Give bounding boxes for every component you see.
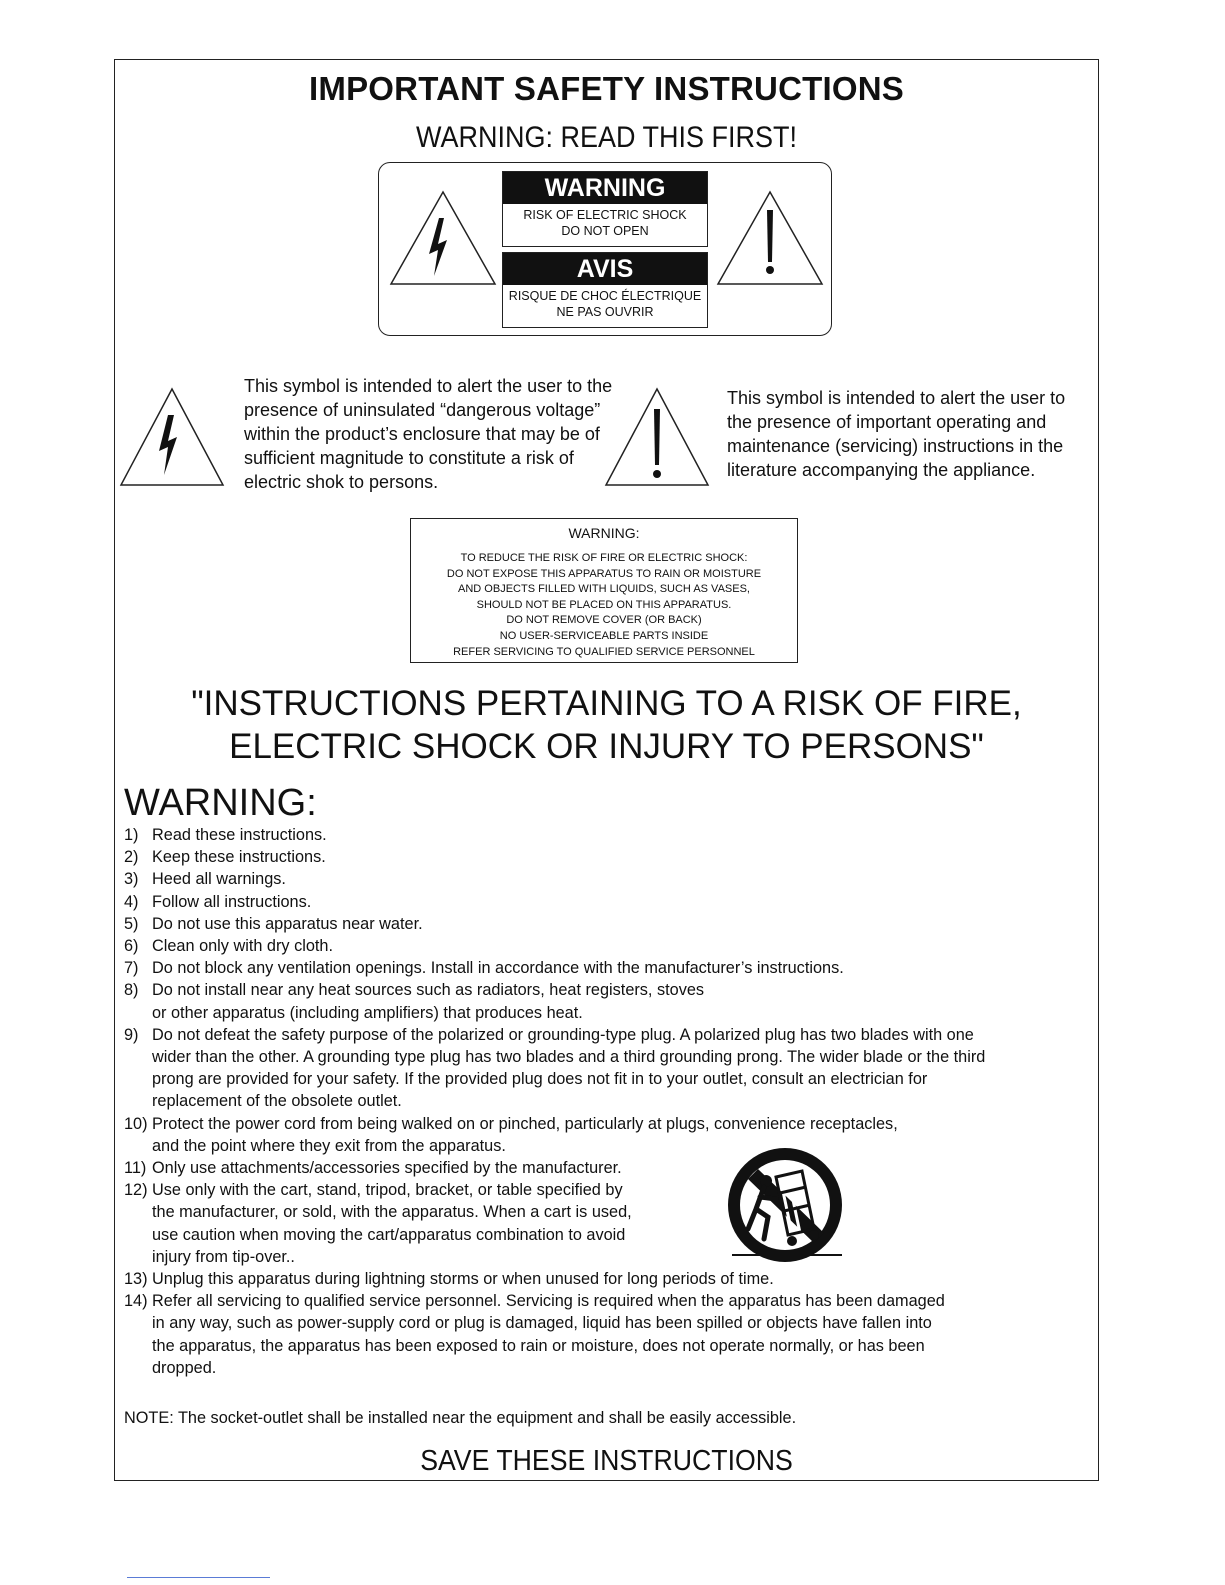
list-item bbox=[124, 913, 1099, 935]
warning-box-line: TO REDUCE THE RISK OF FIRE OR ELECTRIC SHOCK: bbox=[460, 552, 748, 564]
warning-plate-line: RISK OF ELECTRIC SHOCK bbox=[523, 208, 687, 222]
avis-plate-head: AVIS bbox=[503, 253, 707, 285]
list-item bbox=[124, 935, 1099, 957]
item-line: Protect the power cord from being walked on or pinched, particularly at plugs, convenience receptacles, bbox=[152, 1114, 898, 1133]
item-text bbox=[152, 979, 1099, 1023]
item-text bbox=[152, 891, 1099, 913]
item-number: 12) bbox=[124, 1181, 148, 1200]
item-line: Keep these instructions. bbox=[152, 848, 326, 867]
exclamation-triangle-icon bbox=[604, 387, 710, 487]
warning-plate-line: DO NOT OPEN bbox=[561, 224, 649, 238]
item-number: 6) bbox=[124, 937, 139, 956]
item-number: 11) bbox=[124, 1159, 147, 1178]
item-number: 10) bbox=[124, 1114, 148, 1133]
risk-heading-line-2: ELECTRIC SHOCK OR INJURY TO PERSONS" bbox=[229, 727, 984, 766]
item-number: 8) bbox=[124, 981, 139, 1000]
item-line: Follow all instructions. bbox=[152, 892, 312, 911]
voltage-text-line: sufficient magnitude to constitute a risk of bbox=[244, 448, 574, 468]
lightning-triangle-icon bbox=[389, 190, 497, 286]
list-item bbox=[124, 1290, 1099, 1379]
avis-plate-line: RISQUE DE CHOC ÉLECTRIQUE bbox=[508, 289, 702, 303]
voltage-text-line: This symbol is intended to alert the user to the bbox=[244, 376, 613, 396]
item-line: Unplug this apparatus during lightning storms or when unused for long periods of time. bbox=[152, 1270, 774, 1289]
item-line: Do not defeat the safety purpose of the polarized or grounding-type plug. A polarized plug has two blades with one bbox=[152, 1025, 974, 1044]
cart-tipover-icon bbox=[726, 1147, 848, 1269]
instructions-list bbox=[124, 824, 1099, 1379]
voltage-symbol-text bbox=[244, 374, 614, 494]
item-line: Use only with the cart, stand, tripod, bracket, or table specified by bbox=[152, 1181, 623, 1200]
warning-box-title: WARNING: bbox=[568, 525, 640, 541]
lightning-triangle-icon bbox=[119, 387, 225, 487]
item-text bbox=[152, 935, 1099, 957]
exclamation-triangle-icon bbox=[716, 190, 824, 286]
warning-box-line: REFER SERVICING TO QUALIFIED SERVICE PERSONNEL bbox=[453, 645, 755, 658]
avis-plate-body bbox=[503, 285, 707, 327]
list-item bbox=[124, 891, 1099, 913]
warning-box-line: DO NOT REMOVE COVER (OR BACK) bbox=[506, 614, 702, 627]
item-line: in any way, such as power-supply cord or plug is damaged, liquid has been spilled or objects have fallen into bbox=[152, 1314, 932, 1333]
list-item bbox=[124, 846, 1099, 868]
item-text bbox=[152, 957, 1099, 979]
item-number: 13) bbox=[124, 1270, 148, 1289]
item-text bbox=[152, 913, 1099, 935]
attention-text-line: This symbol is intended to alert the user to bbox=[727, 388, 1066, 408]
list-item bbox=[124, 1157, 1099, 1179]
item-line: Do not use this apparatus near water. bbox=[152, 914, 423, 933]
warning-plate-head: WARNING bbox=[503, 172, 707, 204]
voltage-text-line: electric shok to persons. bbox=[244, 472, 439, 492]
item-line: Do not block any ventilation openings. Install in accordance with the manufacturer’s instructions. bbox=[152, 959, 844, 978]
warning-box-line: DO NOT EXPOSE THIS APPARATUS TO RAIN OR MOISTURE bbox=[446, 567, 762, 580]
list-item bbox=[124, 824, 1099, 846]
note-text: NOTE: The socket-outlet shall be installed near the equipment and shall be easily accessible. bbox=[124, 1409, 797, 1427]
item-line: Read these instructions. bbox=[152, 826, 327, 844]
list-item bbox=[124, 979, 1099, 1023]
item-line: Do not install near any heat sources such as radiators, heat registers, stoves bbox=[152, 981, 705, 1000]
item-line: or other apparatus (including amplifiers) that produces heat. bbox=[152, 1003, 583, 1022]
list-item bbox=[124, 1179, 1099, 1268]
warning-plate bbox=[502, 171, 708, 247]
item-text bbox=[152, 1290, 1099, 1379]
warning-box bbox=[410, 518, 798, 663]
list-item bbox=[124, 1113, 1099, 1157]
item-number: 1) bbox=[124, 826, 139, 844]
page-title: IMPORTANT SAFETY INSTRUCTIONS bbox=[309, 70, 904, 107]
page-edge-mark bbox=[127, 1577, 270, 1578]
avis-plate-line: NE PAS OUVRIR bbox=[556, 305, 654, 319]
item-line: wider than the other. A grounding type plug has two blades and a third grounding prong. The wider blade or the third bbox=[152, 1048, 986, 1067]
item-line: the apparatus, the apparatus has been exposed to rain or moisture, does not operate normally, or has been bbox=[152, 1336, 925, 1355]
warning-box-line: NO USER-SERVICEABLE PARTS INSIDE bbox=[499, 629, 709, 642]
item-number: 5) bbox=[124, 914, 139, 933]
item-number: 2) bbox=[124, 848, 139, 867]
item-line: Heed all warnings. bbox=[152, 870, 286, 889]
save-instructions-footer: SAVE THESE INSTRUCTIONS bbox=[420, 1445, 793, 1477]
page-subtitle: WARNING: READ THIS FIRST! bbox=[415, 121, 798, 154]
list-item bbox=[124, 1024, 1099, 1113]
item-line: injury from tip-over.. bbox=[152, 1247, 295, 1266]
attention-symbol-text bbox=[727, 386, 1097, 482]
item-text bbox=[152, 1113, 1099, 1157]
item-text bbox=[152, 1024, 1099, 1113]
voltage-text-line: within the product’s enclosure that may be of bbox=[244, 424, 600, 444]
item-line: the manufacturer, or sold, with the apparatus. When a cart is used, bbox=[152, 1203, 632, 1222]
attention-text-line: the presence of important operating and bbox=[727, 412, 1047, 432]
item-number: 14) bbox=[124, 1292, 148, 1311]
item-number: 3) bbox=[124, 870, 139, 889]
item-line: and the point where they exit from the apparatus. bbox=[152, 1136, 506, 1155]
item-number: 4) bbox=[124, 892, 139, 911]
attention-text-line: literature accompanying the appliance. bbox=[727, 460, 1036, 480]
item-text bbox=[152, 1179, 1099, 1268]
item-line: replacement of the obsolete outlet. bbox=[152, 1092, 402, 1111]
item-line: Clean only with dry cloth. bbox=[152, 937, 333, 956]
attention-text-line: maintenance (servicing) instructions in the bbox=[727, 436, 1064, 456]
item-text bbox=[152, 1268, 1099, 1290]
list-item bbox=[124, 1268, 1099, 1290]
item-line: Only use attachments/accessories specified by the manufacturer. bbox=[152, 1159, 622, 1178]
item-text bbox=[152, 824, 1099, 846]
risk-heading-line-1: "INSTRUCTIONS PERTAINING TO A RISK OF FIRE, bbox=[191, 684, 1022, 723]
item-text bbox=[152, 846, 1099, 868]
item-text bbox=[152, 868, 1099, 890]
item-line: prong are provided for your safety. If the provided plug does not fit in to your outlet, consult an electrician for bbox=[152, 1070, 928, 1089]
warning-box-lines bbox=[411, 551, 797, 660]
item-text bbox=[152, 1157, 1099, 1179]
voltage-text-line: presence of uninsulated “dangerous voltage” bbox=[244, 400, 601, 420]
item-line: Refer all servicing to qualified service personnel. Servicing is required when the apparatus has been damaged bbox=[152, 1292, 945, 1311]
list-heading: WARNING: bbox=[124, 782, 317, 824]
list-item bbox=[124, 957, 1099, 979]
warning-plate-body bbox=[503, 204, 707, 246]
avis-plate bbox=[502, 252, 708, 328]
item-number: 9) bbox=[124, 1025, 139, 1044]
item-line: use caution when moving the cart/apparatus combination to avoid bbox=[152, 1225, 626, 1244]
list-item bbox=[124, 868, 1099, 890]
warning-box-line: SHOULD NOT BE PLACED ON THIS APPARATUS. bbox=[476, 598, 732, 611]
item-line: dropped. bbox=[152, 1358, 217, 1377]
item-number: 7) bbox=[124, 959, 139, 978]
warning-box-line: AND OBJECTS FILLED WITH LIQUIDS, SUCH AS VASES, bbox=[458, 583, 750, 596]
